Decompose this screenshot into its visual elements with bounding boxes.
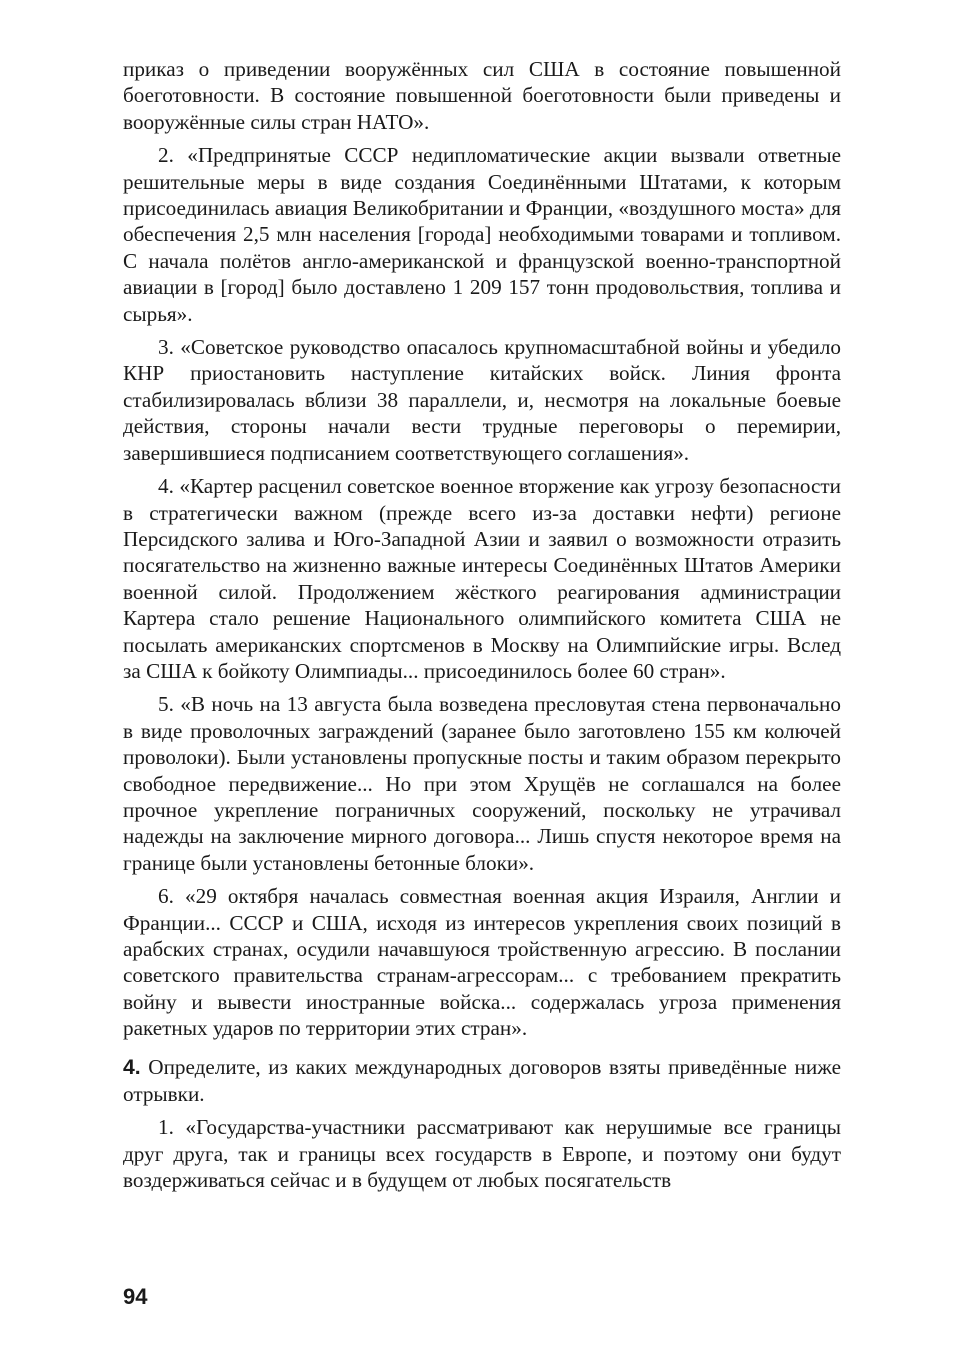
page-number: 94: [123, 1284, 148, 1309]
page-body: [123, 56, 841, 1194]
excerpt-3: 3. «Советское руководство опасалось крупномасштабной войны и убедило КНР приостановить наступление китайских войск. Линия фронта стабилизировалась вблизи 38 параллели, и, несмотря на локальные боевые действия, стороны начали вести трудные переговоры о перемирии, завершившиеся подписанием соответствующего соглашения».: [123, 335, 841, 465]
task-text: Определите, из каких международных договоров взяты приведённые ниже отрывки.: [123, 1054, 841, 1107]
excerpt-4: 4. «Картер расценил советское военное вторжение как угрозу безопасности в стратегически важном (прежде всего из-за доставки нефти) регионе Персидского залива и Юго-Западной Азии и заявил о возможности отразить посягательство на жизненно важные интересы Соединённых Штатов Америки военной силой. Продолжением жёсткого реагирования администрации Картера стало решение Национального олимпийского комитета США не посылать американских спортсменов в Москву на Олимпийские игры. Вслед за США к бойкоту Олимпиады... присоединилось более 60 стран».: [123, 474, 841, 683]
excerpt-2: 2. «Предпринятые СССР недипломатические акции вызвали ответные решительные меры в виде создания Соединёнными Штатами, к которым присоединилась авиация Великобритании и Франции, «воздушного моста» для обеспечения 2,5 млн населения [города] необходимыми товарами и топливом. С начала полётов англо-американской и французской военно-транспортной авиации в [город] было доставлено 1 209 157 тонн продовольствия, топлива и сырья».: [123, 143, 841, 326]
task-number: 4.: [123, 1055, 141, 1079]
task-4: [123, 1054, 841, 1108]
excerpt-5: 5. «В ночь на 13 августа была возведена пресловутая стена первоначально в виде проволочных заграждений (заранее было заготовлено 155 км колючей проволоки). Были установлены пропускные посты и таким образом перекрыто свободное передвижение... Но при этом Хрущёв не соглашался на более прочное укрепление пограничных сооружений, поскольку не утрачивал надежды на заключение мирного договора... Лишь спустя некоторое время на границе были установлены бетонные блоки».: [123, 692, 841, 875]
task-excerpt-1: 1. «Государства-участники рассматривают как нерушимые все границы друг друга, так и границы всех государств в Европе, и поэтому они будут воздерживаться сейчас и в будущем от любых посягательств: [123, 1115, 841, 1193]
excerpt-6: 6. «29 октября началась совместная военная акция Израиля, Англии и Франции... СССР и США, исходя из интересов укрепления своих позиций в арабских странах, осудили начавшуюся тройственную агрессию. В послании советского правительства странам-агрессорам... с требованием прекратить войну и вывести иностранные войска... содержалась угроза применения ракетных ударов по территории этих стран».: [123, 884, 841, 1041]
opening-paragraph: приказ о приведении вооружённых сил США в состояние повышенной боеготовности. В состояние повышенной боеготовности были приведены и вооружённые силы стран НАТО».: [123, 57, 841, 134]
